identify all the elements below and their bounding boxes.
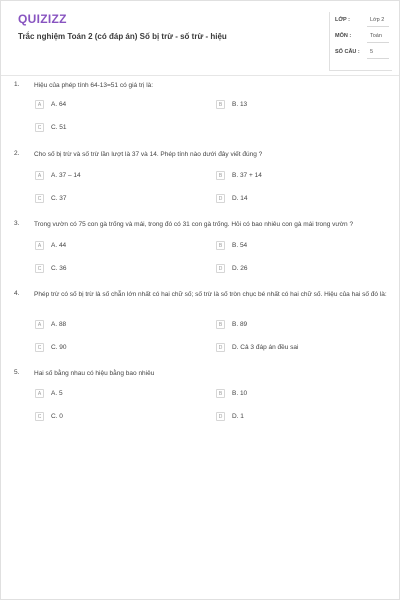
- option-letter-box[interactable]: C: [35, 264, 44, 273]
- option-letter-box[interactable]: B: [216, 171, 225, 180]
- option-letter-box[interactable]: C: [35, 123, 44, 132]
- header-divider: [1, 75, 399, 76]
- meta-subject-value: Toán: [370, 33, 382, 39]
- meta-class-label: LỚP :: [335, 17, 350, 23]
- option-letter-box[interactable]: B: [216, 389, 225, 398]
- question-text: Cho số bị trừ và số trừ lần lượt là 37 và 14. Phép tính nào dưới đây viết đúng ?: [34, 151, 263, 158]
- meta-class-row: [335, 17, 392, 29]
- question-text: Phép trừ có số bị trừ là số chẵn lớn nhất có hai chữ số; số trừ là số tròn chục bé nhất có hai chữ số. Hiệu của hai số đó là:: [34, 291, 387, 298]
- option-text: C. 36: [51, 265, 67, 272]
- option-letter-box[interactable]: D: [216, 343, 225, 352]
- option-letter-box[interactable]: A: [35, 100, 44, 109]
- meta-class-value: Lớp 2: [370, 17, 385, 23]
- option-text: B. 13: [232, 101, 248, 108]
- option-text: B. 54: [232, 242, 248, 249]
- option-text: A. 88: [51, 321, 67, 328]
- option-letter-box[interactable]: A: [35, 320, 44, 329]
- option-letter-box[interactable]: D: [216, 194, 225, 203]
- option-text: C. 37: [51, 195, 67, 202]
- option-letter-box[interactable]: C: [35, 412, 44, 421]
- worksheet-header: [1, 1, 399, 75]
- option-letter-box[interactable]: D: [216, 264, 225, 273]
- meta-subject-label: MÔN :: [335, 33, 352, 39]
- option-text: C. 90: [51, 344, 67, 351]
- option-text: B. 89: [232, 321, 248, 328]
- meta-count-label: SỐ CÂU :: [335, 49, 360, 55]
- quizizz-logo: QUIZIZZ: [18, 12, 67, 26]
- option-text: A. 64: [51, 101, 67, 108]
- meta-count-value: 5: [370, 49, 374, 55]
- option-letter-box[interactable]: B: [216, 241, 225, 250]
- option-letter-box[interactable]: C: [35, 194, 44, 203]
- option-letter-box[interactable]: A: [35, 389, 44, 398]
- question-number: 1.: [14, 81, 20, 88]
- option-text: A. 37 – 14: [51, 172, 81, 179]
- question-text: Hai số bằng nhau có hiệu bằng bao nhiêu: [34, 370, 155, 377]
- option-text: B. 10: [232, 390, 248, 397]
- question-number: 4.: [14, 290, 20, 297]
- question-number: 2.: [14, 150, 20, 157]
- meta-count-underline: [367, 58, 389, 59]
- question-text: Hiệu của phép tính 64-13=51 có giá trị là:: [34, 82, 154, 89]
- option-letter-box[interactable]: C: [35, 343, 44, 352]
- option-letter-box[interactable]: A: [35, 171, 44, 180]
- option-letter-box[interactable]: B: [216, 100, 225, 109]
- option-text: C. 0: [51, 413, 63, 420]
- meta-count-row: [335, 49, 392, 61]
- question-number: 3.: [14, 220, 20, 227]
- option-text: A. 5: [51, 390, 63, 397]
- option-text: C. 51: [51, 124, 67, 131]
- option-text: A. 44: [51, 242, 67, 249]
- option-text: D. 1: [232, 413, 244, 420]
- meta-subject-underline: [367, 42, 389, 43]
- option-letter-box[interactable]: D: [216, 412, 225, 421]
- question-number: 5.: [14, 369, 20, 376]
- option-text: B. 37 + 14: [232, 172, 262, 179]
- worksheet-title: Trắc nghiệm Toán 2 (có đáp án) Số bị trừ - số trừ - hiệu: [18, 32, 227, 41]
- question-text: Trong vườn có 75 con gà trống và mái, trong đó có 31 con gà trống. Hỏi có bao nhiêu con gà mái trong vườn ?: [34, 221, 354, 228]
- option-text: D. 26: [232, 265, 248, 272]
- meta-subject-row: [335, 33, 392, 45]
- option-letter-box[interactable]: A: [35, 241, 44, 250]
- option-text: D. Cả 3 đáp án đều sai: [232, 344, 299, 351]
- meta-class-underline: [367, 26, 389, 27]
- meta-box: [329, 12, 392, 71]
- option-text: D. 14: [232, 195, 248, 202]
- option-letter-box[interactable]: B: [216, 320, 225, 329]
